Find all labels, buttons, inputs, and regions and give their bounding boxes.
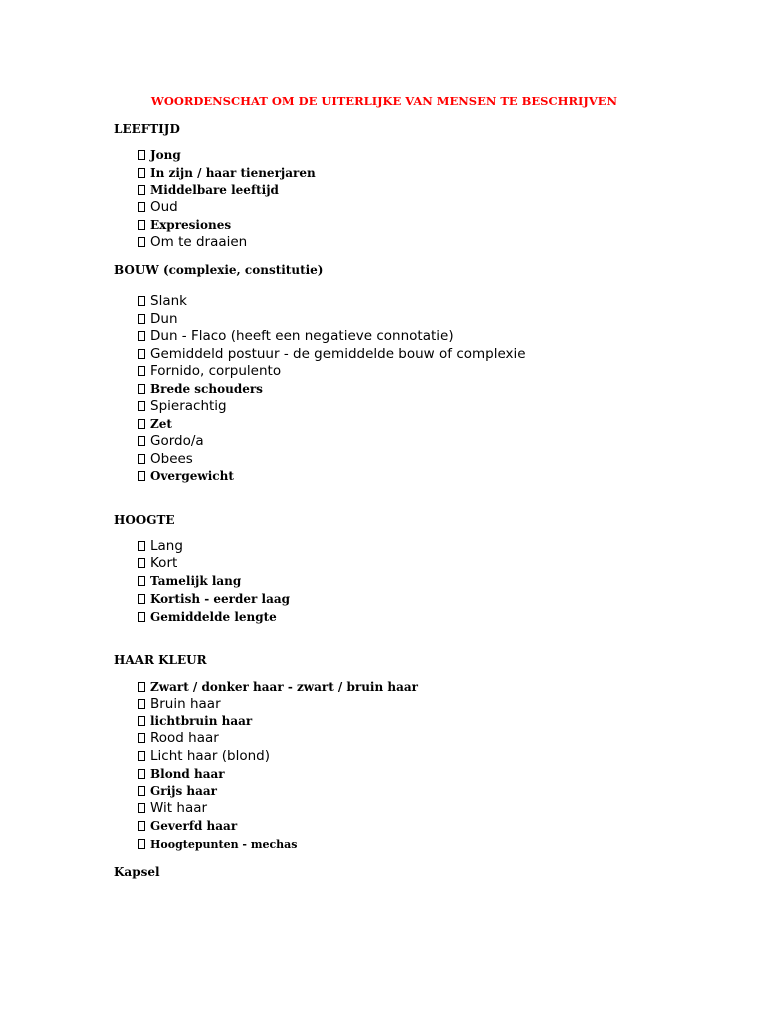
list-item: Geverfd haar — [138, 820, 237, 832]
checkbox-icon — [138, 454, 145, 464]
checkbox-icon — [138, 839, 145, 849]
list-item: Expresiones — [138, 219, 231, 231]
list-item: Gemiddelde lengte — [138, 611, 277, 623]
checkbox-icon — [138, 384, 145, 394]
list-item: Overgewicht — [138, 470, 234, 482]
checkbox-icon — [138, 150, 145, 160]
list-item: Licht haar (blond) — [138, 750, 270, 764]
checkbox-icon — [138, 821, 145, 831]
list-item: Dun - Flaco (heeft een negatieve connotatie) — [138, 330, 454, 344]
checkbox-icon — [138, 401, 145, 411]
list-item: Wit haar — [138, 802, 207, 816]
checkbox-icon — [138, 594, 145, 604]
checkbox-icon — [138, 716, 145, 726]
list-item: Hoogtepunten - mechas — [138, 839, 297, 850]
checkbox-icon — [138, 769, 145, 779]
list-item: Dun — [138, 313, 178, 327]
checkbox-icon — [138, 419, 145, 429]
checkbox-icon — [138, 314, 145, 324]
list-item: Bruin haar — [138, 698, 221, 712]
checkbox-icon — [138, 471, 145, 481]
checkbox-icon — [138, 786, 145, 796]
checkbox-icon — [138, 331, 145, 341]
list-item: Grijs haar — [138, 785, 217, 797]
list-item: Middelbare leeftijd — [138, 184, 279, 196]
list-item: Gordo/a — [138, 435, 204, 449]
list-item: Zwart / donker haar - zwart / bruin haar — [138, 681, 418, 693]
checkbox-icon — [138, 185, 145, 195]
checkbox-icon — [138, 436, 145, 446]
section-heading-leeftijd: LEEFTIJD — [114, 122, 180, 136]
checkbox-icon — [138, 576, 145, 586]
list-item: Zet — [138, 418, 172, 430]
section-heading-kapsel: Kapsel — [114, 865, 160, 879]
list-item: Obees — [138, 453, 193, 467]
list-item: Jong — [138, 149, 181, 161]
section-heading-haar-kleur: HAAR KLEUR — [114, 653, 207, 667]
checkbox-icon — [138, 237, 145, 247]
checkbox-icon — [138, 541, 145, 551]
list-item: Om te draaien — [138, 236, 247, 250]
checkbox-icon — [138, 751, 145, 761]
checkbox-icon — [138, 803, 145, 813]
checkbox-icon — [138, 558, 145, 568]
checkbox-icon — [138, 220, 145, 230]
list-item: Rood haar — [138, 732, 219, 746]
list-item: Tamelijk lang — [138, 575, 241, 587]
checkbox-icon — [138, 366, 145, 376]
checkbox-icon — [138, 682, 145, 692]
list-item: Kort — [138, 557, 177, 571]
checkbox-icon — [138, 612, 145, 622]
page-title: WOORDENSCHAT OM DE UITERLIJKE VAN MENSEN TE BESCHRIJVEN — [150, 94, 618, 108]
section-heading-bouw: BOUW (complexie, constitutie) — [114, 263, 324, 277]
list-item: Oud — [138, 201, 178, 215]
list-item: Spierachtig — [138, 400, 227, 414]
list-item: Brede schouders — [138, 383, 263, 395]
list-item: Blond haar — [138, 768, 225, 780]
section-heading-hoogte: HOOGTE — [114, 513, 175, 527]
checkbox-icon — [138, 349, 145, 359]
list-item: In zijn / haar tienerjaren — [138, 167, 316, 179]
checkbox-icon — [138, 168, 145, 178]
list-item: Gemiddeld postuur - de gemiddelde bouw of complexie — [138, 348, 526, 362]
checkbox-icon — [138, 202, 145, 212]
list-item: Kortish - eerder laag — [138, 593, 290, 605]
list-item: Slank — [138, 295, 187, 309]
list-item: Lang — [138, 540, 183, 554]
list-item: lichtbruin haar — [138, 715, 252, 727]
checkbox-icon — [138, 296, 145, 306]
list-item: Fornido, corpulento — [138, 365, 281, 379]
checkbox-icon — [138, 699, 145, 709]
checkbox-icon — [138, 733, 145, 743]
